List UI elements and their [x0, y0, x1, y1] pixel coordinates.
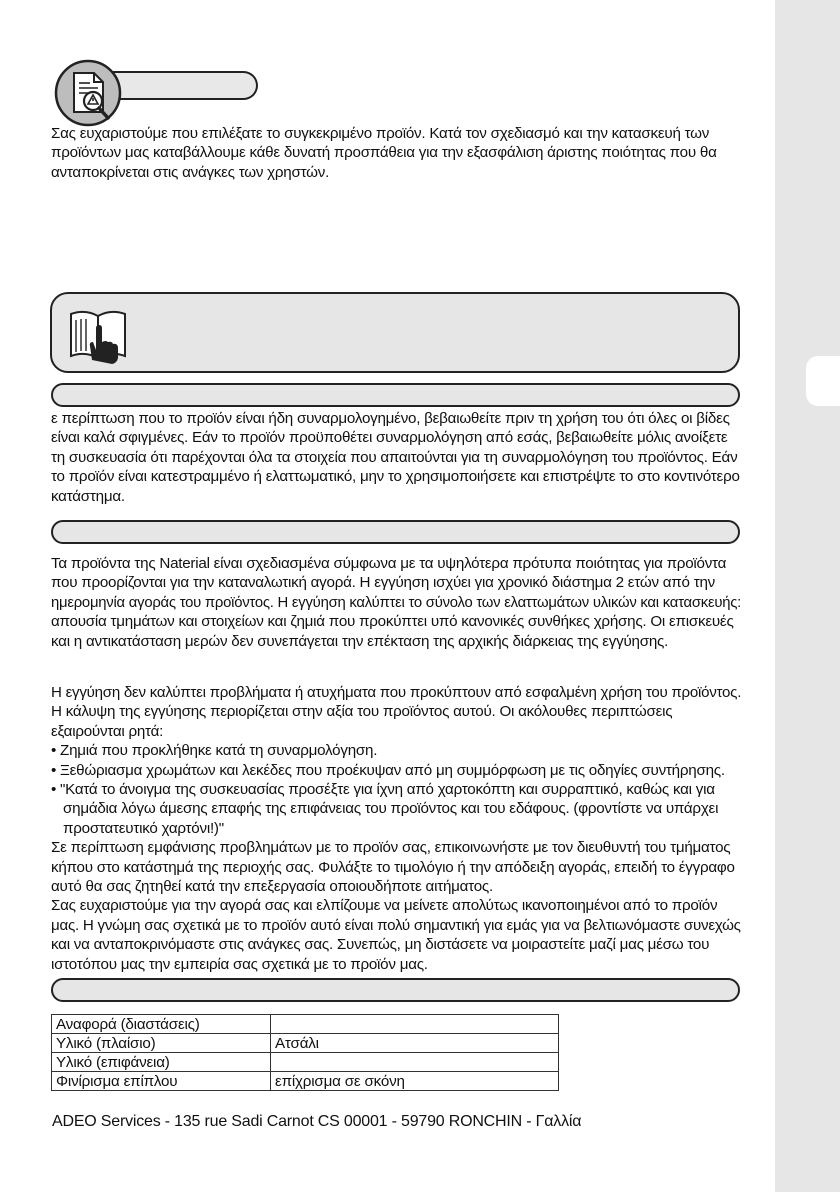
spec-label: Αναφορά (διαστάσεις) — [52, 1015, 271, 1034]
spec-row — [52, 1053, 559, 1072]
read-manual-notice — [50, 292, 740, 373]
intro-line: ανταποκρίνεται στις ανάγκες των χρηστών. — [51, 163, 330, 181]
exclusions-line: ιστοτόπου μας την εμπειρία σας σχετικά με το προϊόν μας. — [51, 955, 428, 973]
spec-row — [52, 1015, 559, 1034]
warranty-line: απουσία τμημάτων και στοιχείων και ζημιά που προκύπτει υπό κανονικές συνθήκες χρήσης. Οι επισκευές — [51, 613, 734, 631]
exclusions-line: και να ανταποκρινόμαστε στις ανάγκες σας. Συνεπώς, μη διστάσετε να μοιραστείτε μαζί μας μέσω του — [51, 936, 710, 954]
exclusions-line: αυτό θα σας ζητηθεί κατά την επεξεργασία οποιουδήποτε αιτήματος. — [51, 878, 493, 896]
exclusions-line: Η κάλυψη της εγγύησης περιορίζεται στην αξία του προϊόντος αυτού. Οι ακόλουθες περιπτώσεις — [51, 703, 673, 721]
exclusions-paragraph — [51, 683, 741, 974]
intro-paragraph — [51, 124, 741, 182]
exclusions-line: προστατευτικό χαρτόνι!)" — [63, 819, 224, 837]
assembly-paragraph — [51, 409, 741, 506]
spec-value — [271, 1053, 559, 1072]
company-address: ADEO Services - 135 rue Sadi Carnot CS 00001 - 59790 RONCHIN - Γαλλία — [52, 1113, 582, 1130]
spec-label: Υλικό (πλαίσιο) — [52, 1034, 271, 1053]
spec-label: Φινίρισμα επίπλου — [52, 1072, 271, 1091]
assembly-line: κατάστημα. — [51, 487, 125, 505]
warranty-line: που προορίζονται για την καταναλωτική αγορά. Η εγγύηση ισχύει για χρονικό διάστημα 2 ετών από την — [51, 574, 715, 592]
specs-section-bar — [51, 978, 740, 1002]
spec-value: Ατσάλι — [271, 1034, 559, 1053]
exclusions-line: κήπου στο κατάστημά της περιοχής σας. Φυλάξτε το τιμολόγιο ή την απόδειξη αγοράς, επειδή το έγγραφο — [51, 858, 735, 876]
exclusions-line: Σε περίπτωση εμφάνισης προβλημάτων με το προϊόν σας, επικοινωνήστε με τον διευθυντή του τμήματος — [51, 839, 731, 857]
right-margin-strip — [775, 0, 840, 1192]
assembly-line: τη συσκευασία ότι παρέχονται όλα τα στοιχεία που απαιτούνται για τη συναρμολόγηση του προϊόντος. Εάν — [51, 448, 738, 466]
warranty-line: και η αντικατάσταση μερών δεν συνεπάγεται την επέκταση της αρχικής διάρκειας της εγγύησης. — [51, 632, 669, 650]
exclusions-line: Σας ευχαριστούμε για την αγορά σας και ελπίζουμε να μείνετε απολύτως ικανοποιημένοι από το προϊόν — [51, 897, 718, 915]
exclusions-bullet: • "Κατά το άνοιγμα της συσκευασίας προσέξτε για ίχνη από χαρτοκόπτη και συρραπτικό, καθώς και για — [51, 781, 715, 799]
spec-label: Υλικό (επιφάνεια) — [52, 1053, 271, 1072]
assembly-line: ε περίπτωση που το προϊόν είναι ήδη συναρμολογημένο, βεβαιωθείτε πριν τη χρήση του ότι όλες οι βίδες — [51, 410, 730, 427]
spec-value — [271, 1015, 559, 1034]
warranty-line: Τα προϊόντα της Naterial είναι σχεδιασμένα σύμφωνα με τα υψηλότερα πρότυπα ποιότητας για προϊόντα — [51, 555, 727, 572]
spec-value: επίχρισμα σε σκόνη — [271, 1072, 559, 1091]
exclusions-line: Η εγγύηση δεν καλύπτει προβλήματα ή ατυχήματα που προκύπτουν από εσφαλμένη χρήση του προϊόντος. — [51, 684, 742, 701]
exclusions-bullet: • Ζημιά που προκλήθηκε κατά τη συναρμολόγηση. — [51, 742, 378, 760]
exclusions-line: μας. Η γνώμη σας σχετικά με το προϊόν αυτό είναι πολύ σημαντική για εμάς για να βελτιωνόμαστε συνεχώς — [51, 916, 741, 934]
exclusions-line: σημάδια λόγω άμεσης επαφής της επιφάνειας του προϊόντος και του εδάφους. (φροντίστε να υπάρχει — [63, 800, 719, 818]
warranty-section-bar — [51, 520, 740, 544]
assembly-section-bar — [51, 383, 740, 407]
exclusions-line: εξαιρούνται ρητά: — [51, 722, 164, 740]
language-tab — [806, 356, 840, 406]
document-warning-icon — [52, 57, 124, 129]
warranty-paragraph — [51, 554, 741, 651]
spec-row — [52, 1072, 559, 1091]
read-manual-hand-icon — [68, 304, 130, 364]
intro-line: Σας ευχαριστούμε που επιλέξατε το συγκεκριμένο προϊόν. Κατά τον σχεδιασμό και την κατασκευή των — [51, 125, 710, 142]
spec-table — [51, 1014, 559, 1091]
spec-row — [52, 1034, 559, 1053]
intro-line: προϊόντων μας καταβάλλουμε κάθε δυνατή προσπάθεια για την εξασφάλιση άριστης ποιότητας που θα — [51, 144, 717, 162]
warranty-line: ημερομηνία αγοράς του προϊόντος. Η εγγύηση καλύπτει το σύνολο των ελαττωμάτων υλικών και κατασκευής: — [51, 593, 742, 611]
assembly-line: το προϊόν είναι κατεστραμμένο ή ελαττωματικό, μην το χρησιμοποιήσετε και επιστρέψτε το στο κοντινότερο — [51, 468, 740, 486]
assembly-line: είναι καλά σφιγμένες. Εάν το προϊόν προϋποθέτει συναρμολόγηση από εσάς, βεβαιωθείτε μόλις ανοίξετε — [51, 429, 728, 447]
exclusions-bullet: • Ξεθώριασμα χρωμάτων και λεκέδες που προέκυψαν από μη συμμόρφωση με τις οδηγίες συντήρησης. — [51, 761, 725, 779]
